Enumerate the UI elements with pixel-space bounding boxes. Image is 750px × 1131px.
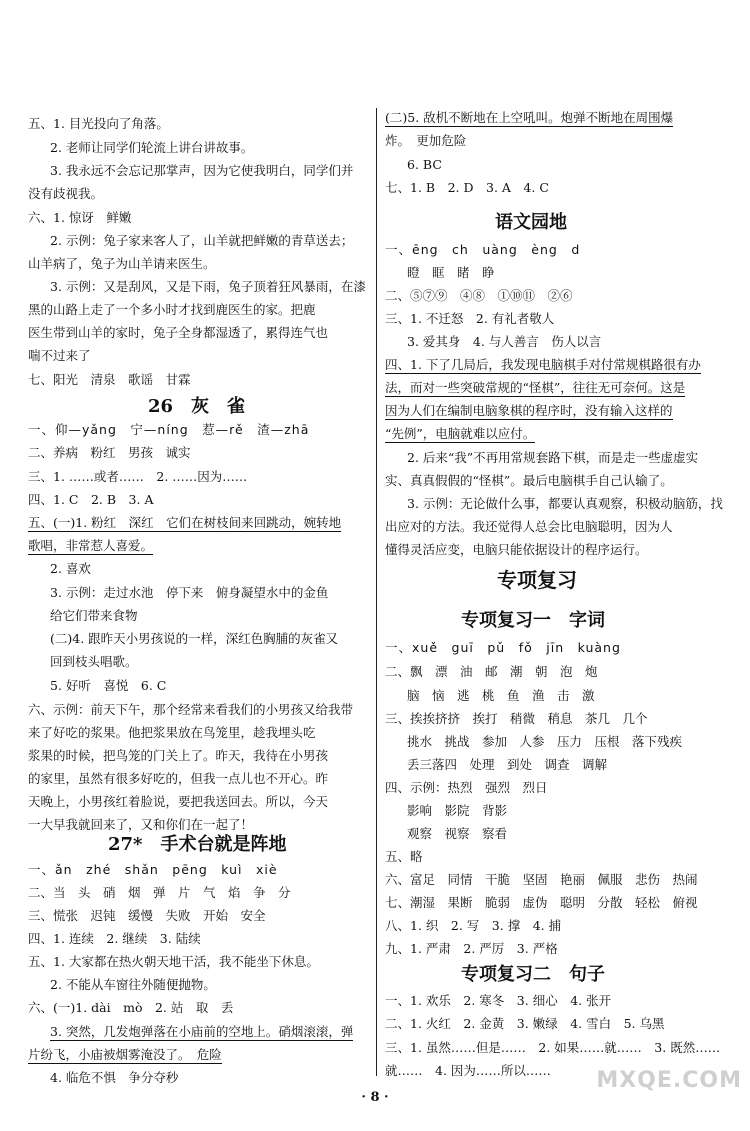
answer-line: 一、xuě guī pǔ fǒ jīn kuàng [385,640,621,655]
answer-line: 黑的山路上走了一个多小时才找到鹿医生的家。把鹿 [28,302,316,317]
answer-line: 一、1. 欢乐 2. 寒冬 3. 细心 4. 张开 [385,993,612,1008]
answer-line: 3. 我永远不会忘记那掌声，因为它使我明白，同学们并 [50,163,354,178]
answer-line: 挑水 挑战 参加 人参 压力 压根 落下残疾 [407,734,683,749]
answer-line: 3. 示例：又是刮风，又是下雨，兔子顶着狂风暴雨，在漆 [50,279,366,294]
answer-line: 二、⑤⑦⑨ ④⑧ ①⑩⑪ ②⑥ [385,288,573,303]
answer-line [385,110,673,126]
lesson-27-title: 27* 手术台就是阵地 [108,834,287,855]
answer-line: 四、1. C 2. B 3. A [28,492,154,507]
answer-line: 没有歧视我。 [28,186,104,201]
answer-line: 三、慌张 迟钝 缓慢 失败 开始 安全 [28,908,266,923]
answer-line: 七、潮湿 果断 脆弱 虚伪 聪明 分散 轻松 俯视 [385,895,698,910]
underlined-answer: 五、(一)1. 粉红 深红 它们在树枝间来回跳动，婉转地 [28,515,342,530]
answer-line: 医生带到山羊的家时，兔子全身都湿透了，累得连气也 [28,325,329,340]
underlined-answer: 四、1. 下了几局后，我发现电脑棋手对付常规棋路很有办 [385,357,701,372]
answer-line: 四、示例：热烈 强烈 烈日 [385,780,548,795]
answer-line: 2. 后来“我”不再用常规套路下棋，而是走一些虚虚实 [407,450,699,465]
answer-line [385,426,535,442]
answer-line: 五、略 [385,849,423,864]
underlined-answer: 3. 突然，几发炮弹落在小庙前的空地上。硝烟滚滚，弹 [50,1024,354,1039]
answer-line: 浆果的时候，把鸟笼的门关上了。昨天，我待在小男孩 [28,748,329,763]
answer-line: 一、ēng ch uàng èng d [385,242,581,257]
answer-line [50,1024,353,1040]
answer-line: 二、养病 粉红 男孩 诚实 [28,445,191,460]
left-column [28,0,370,1090]
answer-line: 回到枝头唱歌。 [50,654,138,669]
answer-line: 5. 好听 喜悦 6. C [50,678,167,693]
answer-line: 三、挨挨挤挤 挨打 稍微 稍息 茶几 几个 [385,711,648,726]
answer-line: 一、仰—yǎng 宁—níng 惹—rě 渣—zhā [28,422,310,437]
answer-line: 三、1. 不迁怒 2. 有礼者敬人 [385,311,555,326]
answer-line: 喘不过来了 [28,348,91,363]
underlined-answer: 法，而对一些突破常规的“怪棋”，往往无可奈何。这是 [385,380,686,395]
answer-line: 6. BC [407,157,442,172]
right-column [385,0,725,1090]
answer-line: 观察 视察 察看 [407,826,508,841]
answer-line: 二、当 头 硝 烟 弹 片 气 焰 争 分 [28,885,291,900]
answer-line: 六、(一)1. dài mò 2. 站 取 丢 [28,1000,234,1015]
underlined-answer: “先例”，电脑就难以应付。 [385,426,536,441]
review-1-title: 专项复习一 字词 [461,610,605,631]
answer-line [385,357,701,373]
answer-line: 八、1. 织 2. 写 3. 撑 4. 捕 [385,918,562,933]
answer-line: 四、1. 连续 2. 继续 3. 陆续 [28,931,201,946]
answer-line: 六、富足 同情 干脆 坚固 艳丽 佩服 悲伤 热闹 [385,872,698,887]
answer-line: 3. 示例：走过水池 停下来 俯身凝望水中的金鱼 [50,585,329,600]
section-title: 专项复习 [497,568,577,592]
answer-line [28,538,153,554]
underlined-answer: 片纷飞，小庙被烟雾淹没了。 危险 [28,1047,222,1062]
answer-line: 实、真真假假的“怪棋”。最后电脑棋手自己认输了。 [385,473,673,488]
answer-line: 天晚上，小男孩红着脸说，要把我送回去。所以，今天 [28,794,329,809]
answer-line: 三、1. 虽然……但是…… 2. 如果……就…… 3. 既然…… [385,1040,721,1055]
answer-line: 懂得灵活应变，电脑只能依据设计的程序运行。 [385,542,648,557]
answer-line [28,1047,222,1063]
page-number: · 8 · [361,1090,389,1105]
answer-line: 五、1. 目光投向了角落。 [28,116,169,131]
review-2-title: 专项复习二 句子 [461,964,605,985]
answer-line: 三、1. ……或者…… 2. ……因为…… [28,469,248,484]
answer-line: (二)4. 跟昨天小男孩说的一样，深红色胸脯的灰雀又 [50,631,339,646]
answer-line: 就…… 4. 因为……所以…… [385,1063,551,1078]
answer-line [28,515,341,531]
answer-line: 七、1. B 2. D 3. A 4. C [385,180,549,195]
answer-line: 六、示例：前天下午，那个经常来看我们的小男孩又给我带 [28,702,354,717]
answer-line: 七、阳光 清泉 歌谣 甘霖 [28,372,191,387]
answer-line: 山羊病了，兔子为山羊请来医生。 [28,256,216,271]
answer-line: 2. 老师让同学们轮流上讲台讲故事。 [50,140,254,155]
answer-line: 二、1. 火红 2. 金黄 3. 嫩绿 4. 雪白 5. 乌黑 [385,1016,665,1031]
answer-line: 2. 不能从车窗往外随便抛物。 [50,977,216,992]
answer-line: 瞪 眶 睹 睁 [407,265,495,280]
answer-line: 2. 示例：兔子家来客人了，山羊就把鲜嫩的青草送去； [50,233,354,248]
answer-line: 六、1. 惊讶 鲜嫩 [28,210,132,225]
underlined-answer: 因为人们在编制电脑象棋的程序时，没有输入这样的 [385,403,673,418]
column-divider [376,108,377,1076]
answer-line: 二、飘 漂 油 邮 潮 朝 泡 炮 [385,664,598,679]
lesson-26-title: 26 灰 雀 [148,396,246,417]
answer-line: 3. 爱其身 4. 与人善言 伤人以言 [407,334,602,349]
answer-line [385,403,673,419]
yuwen-yuandi-title: 语文园地 [495,212,567,233]
underlined-answer: 歌唱，非常惹人喜爱。 [28,538,154,553]
answer-line: 给它们带来食物 [50,608,138,623]
answer-line: 一大早我就回来了，又和你们在一起了！ [28,817,254,832]
answer-line: 的家里，虽然有很多好吃的，但我一点儿也不开心。昨 [28,771,329,786]
answer-line: 五、1. 大家都在热火朝天地干活，我不能坐下休息。 [28,954,319,969]
answer-line: 2. 喜欢 [50,561,91,576]
answer-line: 出应对的方法。我还觉得人总会比电脑聪明，因为人 [385,519,673,534]
underlined-answer: (二)5. 敌机不断地在上空吼叫。炮弹不断地在周围爆 [385,110,674,125]
answer-line: 4. 临危不惧 争分夺秒 [50,1070,179,1085]
answer-line: 影响 影院 背影 [407,803,508,818]
answer-line: 来了好吃的浆果。他把浆果放在鸟笼里，趁我埋头吃 [28,725,316,740]
answer-line: 脑 恼 逃 桃 鱼 渔 击 激 [407,688,595,703]
watermark: MXQE.COM [596,1068,742,1093]
answer-line: 炸。 更加危险 [385,133,467,148]
answer-line: 九、1. 严肃 2. 严厉 3. 严格 [385,941,558,956]
answer-line: 丢三落四 处理 到处 调查 调解 [407,757,608,772]
answer-line [385,380,685,396]
answer-line: 3. 示例：无论做什么事，都要认真观察，积极动脑筋，找 [407,496,723,511]
answer-line: 一、ǎn zhé shǎn pēng kuì xiè [28,862,278,877]
